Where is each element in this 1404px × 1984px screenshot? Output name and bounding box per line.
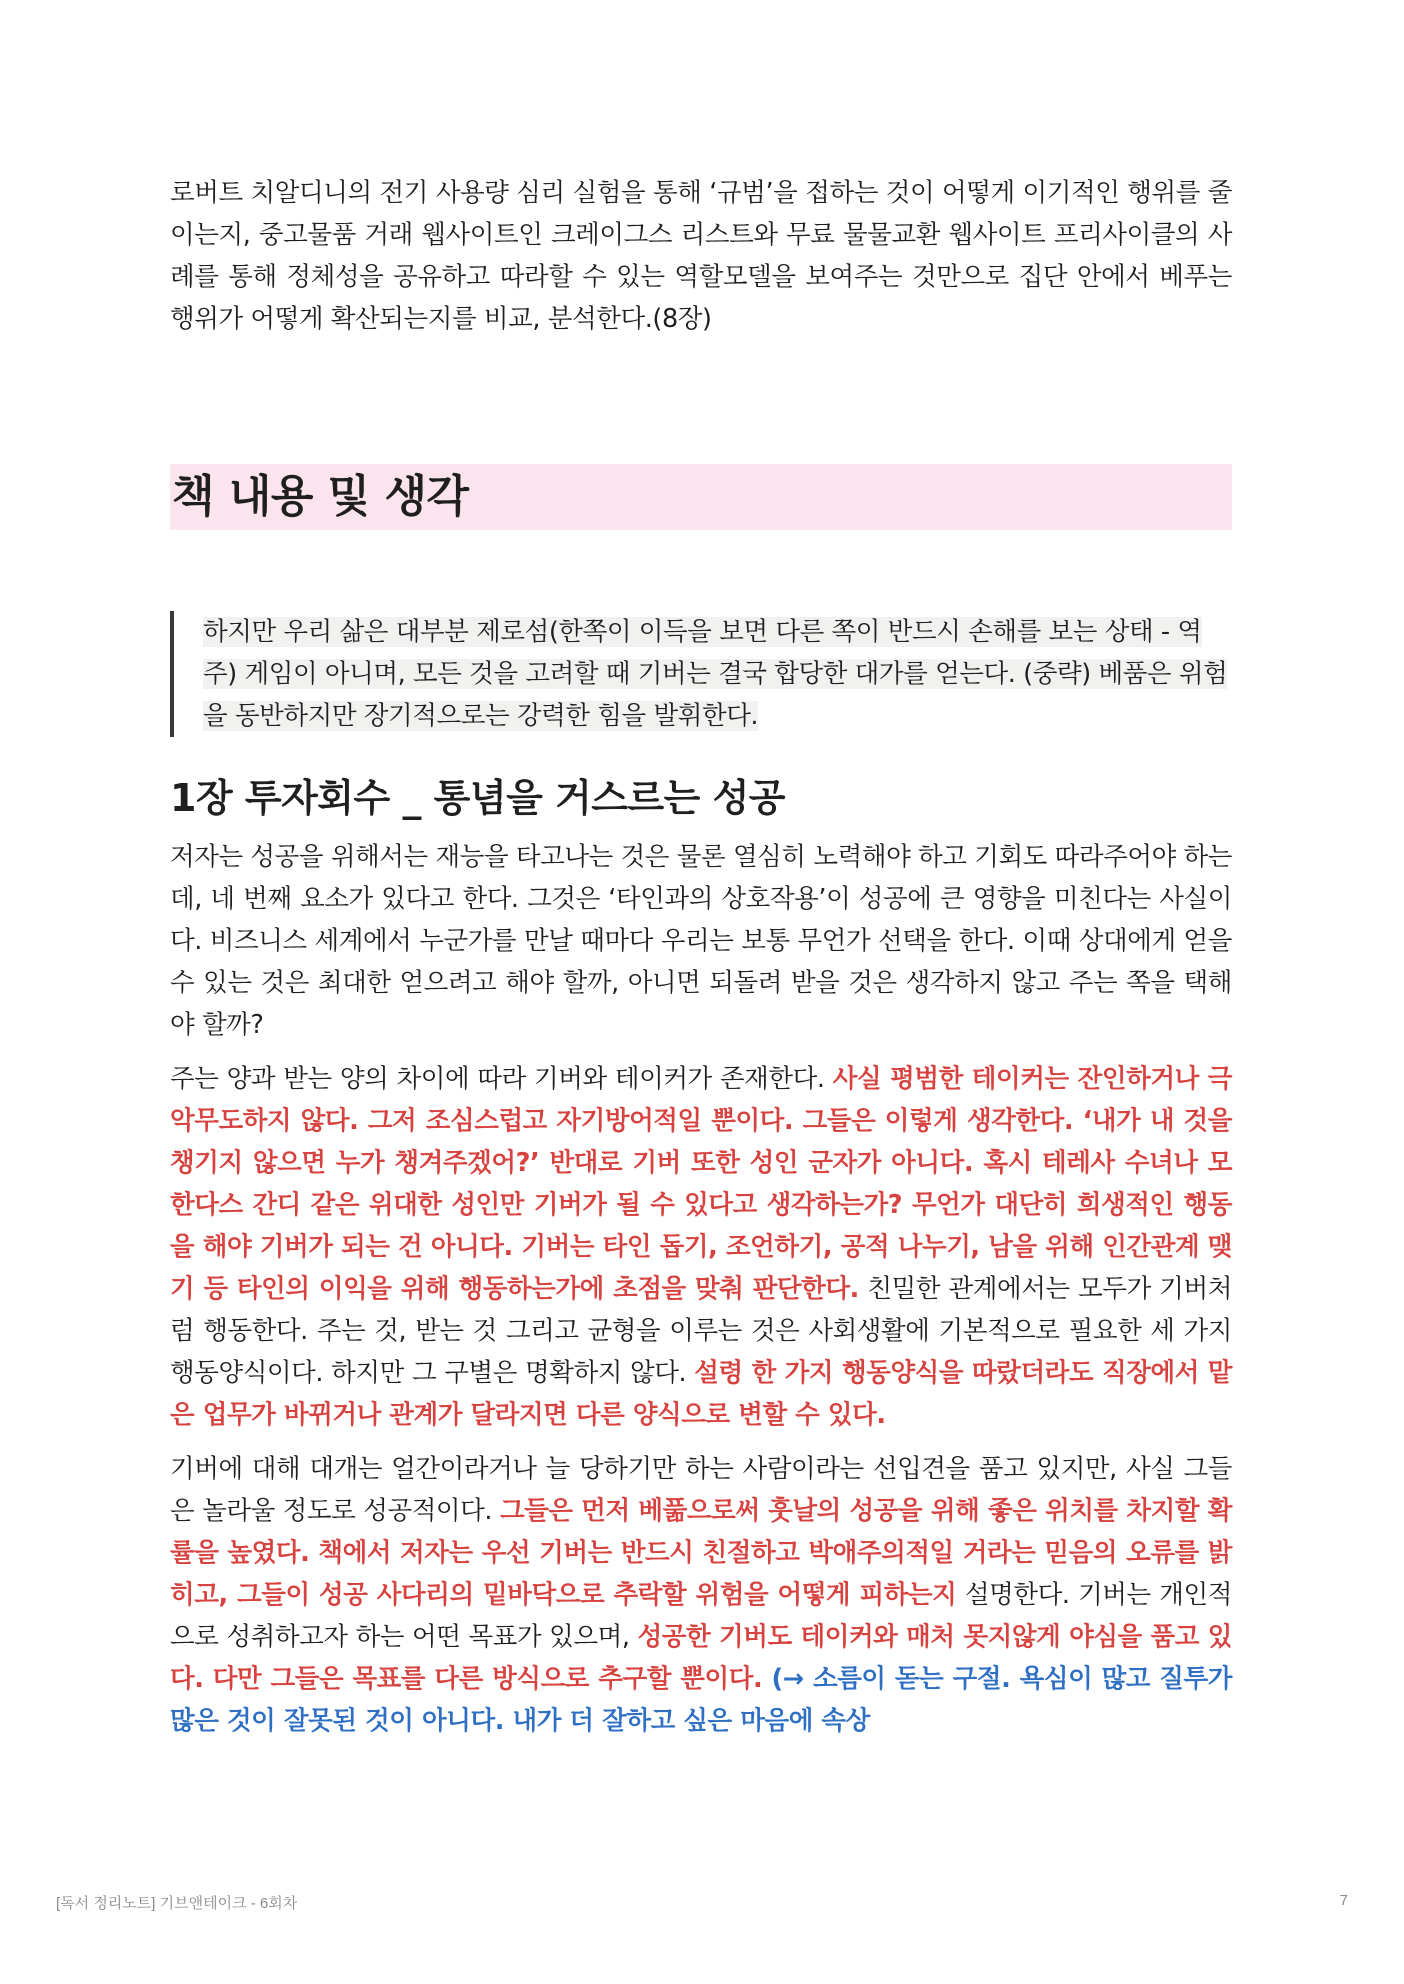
plain-text: 주는 양과 받는 양의 차이에 따라 기버와 테이커가 존재한다. — [170, 1064, 833, 1094]
red-highlight-text: 설령 한 가지 행동양식을 따랐더라도 직장에서 맡은 업무가 바뀌거나 관계가 달라지면 다른 양식으로 변할 수 있다. — [170, 1358, 1233, 1430]
plain-text: 친밀한 관계에서는 모두가 기버처럼 행동한다. 주는 것, 받는 것 그리고 균형을 이루는 것은 사회생활에 기본적으로 필요한 세 가지 행동양식이다. 하지만 그 구별은 명확하지 않다. — [170, 1274, 1232, 1388]
red-highlight-text: 그들은 먼저 베풂으로써 훗날의 성공을 위해 좋은 위치를 차지할 확률을 높였다. 책에서 저자는 우선 기버는 반드시 친절하고 박애주의적일 거라는 믿음의 오류를 밝히고, 그들이 성공 사다리의 밑바닥으로 추락할 위험을 어떻게 피하는지 — [170, 1496, 1232, 1610]
footer-title: [독서 정리노트] 기브앤테이크 - 6회차 — [56, 1895, 298, 1912]
red-highlight-text: 사실 평범한 테이커는 잔인하거나 극악무도하지 않다. 그저 조심스럽고 자기방어적일 뿐이다. 그들은 이렇게 생각한다. ‘내가 내 것을 챙기지 않으면 누가 챙겨주겠어?’ 반대로 기버 또한 성인 군자가 아니다. 혹시 테레사 수녀나 모한다스 간디 같은 위대한 성인만 기버가 될 수 있다고 생각하는가? 무언가 대단히 희생적인 행동을 해야 기버가 되는 건 아니다. 기버는 타인 돕기, 조언하기, 공적 나누기, 남을 위해 인간관계 맺기 등 타인의 이익을 위해 행동하는가에 초점을 맞춰 판단한다. — [170, 1064, 1232, 1304]
section-heading: 책 내용 및 생각 — [170, 464, 1232, 530]
blockquote — [170, 611, 1232, 737]
quote-text: 하지만 우리 삶은 대부분 제로섬(한쪽이 이득을 보면 다른 쪽이 반드시 손해를 보는 상태 - 역주) 게임이 아니며, 모든 것을 고려할 때 기버는 결국 합당한 대가를 얻는다. (중략) 베품은 위험을 동반하지만 장기적으로는 강력한 힘을 발휘한다. — [203, 617, 1228, 731]
chapter-paragraph-3 — [170, 1448, 1232, 1742]
chapter-heading: 1장 투자회수 _ 통념을 거스르는 성공 — [170, 776, 786, 820]
red-highlight-text: 성공한 기버도 테이커와 매처 못지않게 야심을 품고 있다. 다만 그들은 목표를 다른 방식으로 추구할 뿐이다. — [170, 1622, 1232, 1694]
plain-text: 설명한다. 기버는 개인적으로 성취하고자 하는 어떤 목표가 있으며, — [170, 1580, 1232, 1652]
page-number: 7 — [1339, 1892, 1348, 1909]
chapter-paragraph-2 — [170, 1058, 1232, 1436]
blue-note-text: (→ 소름이 돋는 구절. 욕심이 많고 질투가 많은 것이 잘못된 것이 아니다. 내가 더 잘하고 싶은 마음에 속상 — [170, 1664, 1232, 1736]
chapter-paragraph-1: 저자는 성공을 위해서는 재능을 타고나는 것은 물론 열심히 노력해야 하고 기회도 따라주어야 하는데, 네 번째 요소가 있다고 한다. 그것은 ‘타인과의 상호작용’이 성공에 큰 영향을 미친다는 사실이다. 비즈니스 세계에서 누군가를 만날 때마다 우리는 보통 무언가 선택을 한다. 이때 상대에게 얻을 수 있는 것은 최대한 얻으려고 해야 할까, 아니면 되돌려 받을 것은 생각하지 않고 주는 쪽을 택해야 할까? — [170, 842, 1232, 1040]
page-content — [170, 172, 1232, 1742]
intro-paragraph: 로버트 치알디니의 전기 사용량 심리 실험을 통해 ‘규범’을 접하는 것이 어떻게 이기적인 행위를 줄이는지, 중고물품 거래 웹사이트인 크레이그스 리스트와 무료 물물교환 웹사이트 프리사이클의 사례를 통해 정체성을 공유하고 따라할 수 있는 역할모델을 보여주는 것만으로 집단 안에서 베푸는 행위가 어떻게 확산되는지를 비교, 분석한다.(8장) — [170, 178, 1232, 334]
plain-text: 기버에 대해 대개는 얼간이라거나 늘 당하기만 하는 사람이라는 선입견을 품고 있지만, 사실 그들은 놀라울 정도로 성공적이다. — [170, 1454, 1232, 1526]
quote-paragraph — [203, 611, 1232, 737]
